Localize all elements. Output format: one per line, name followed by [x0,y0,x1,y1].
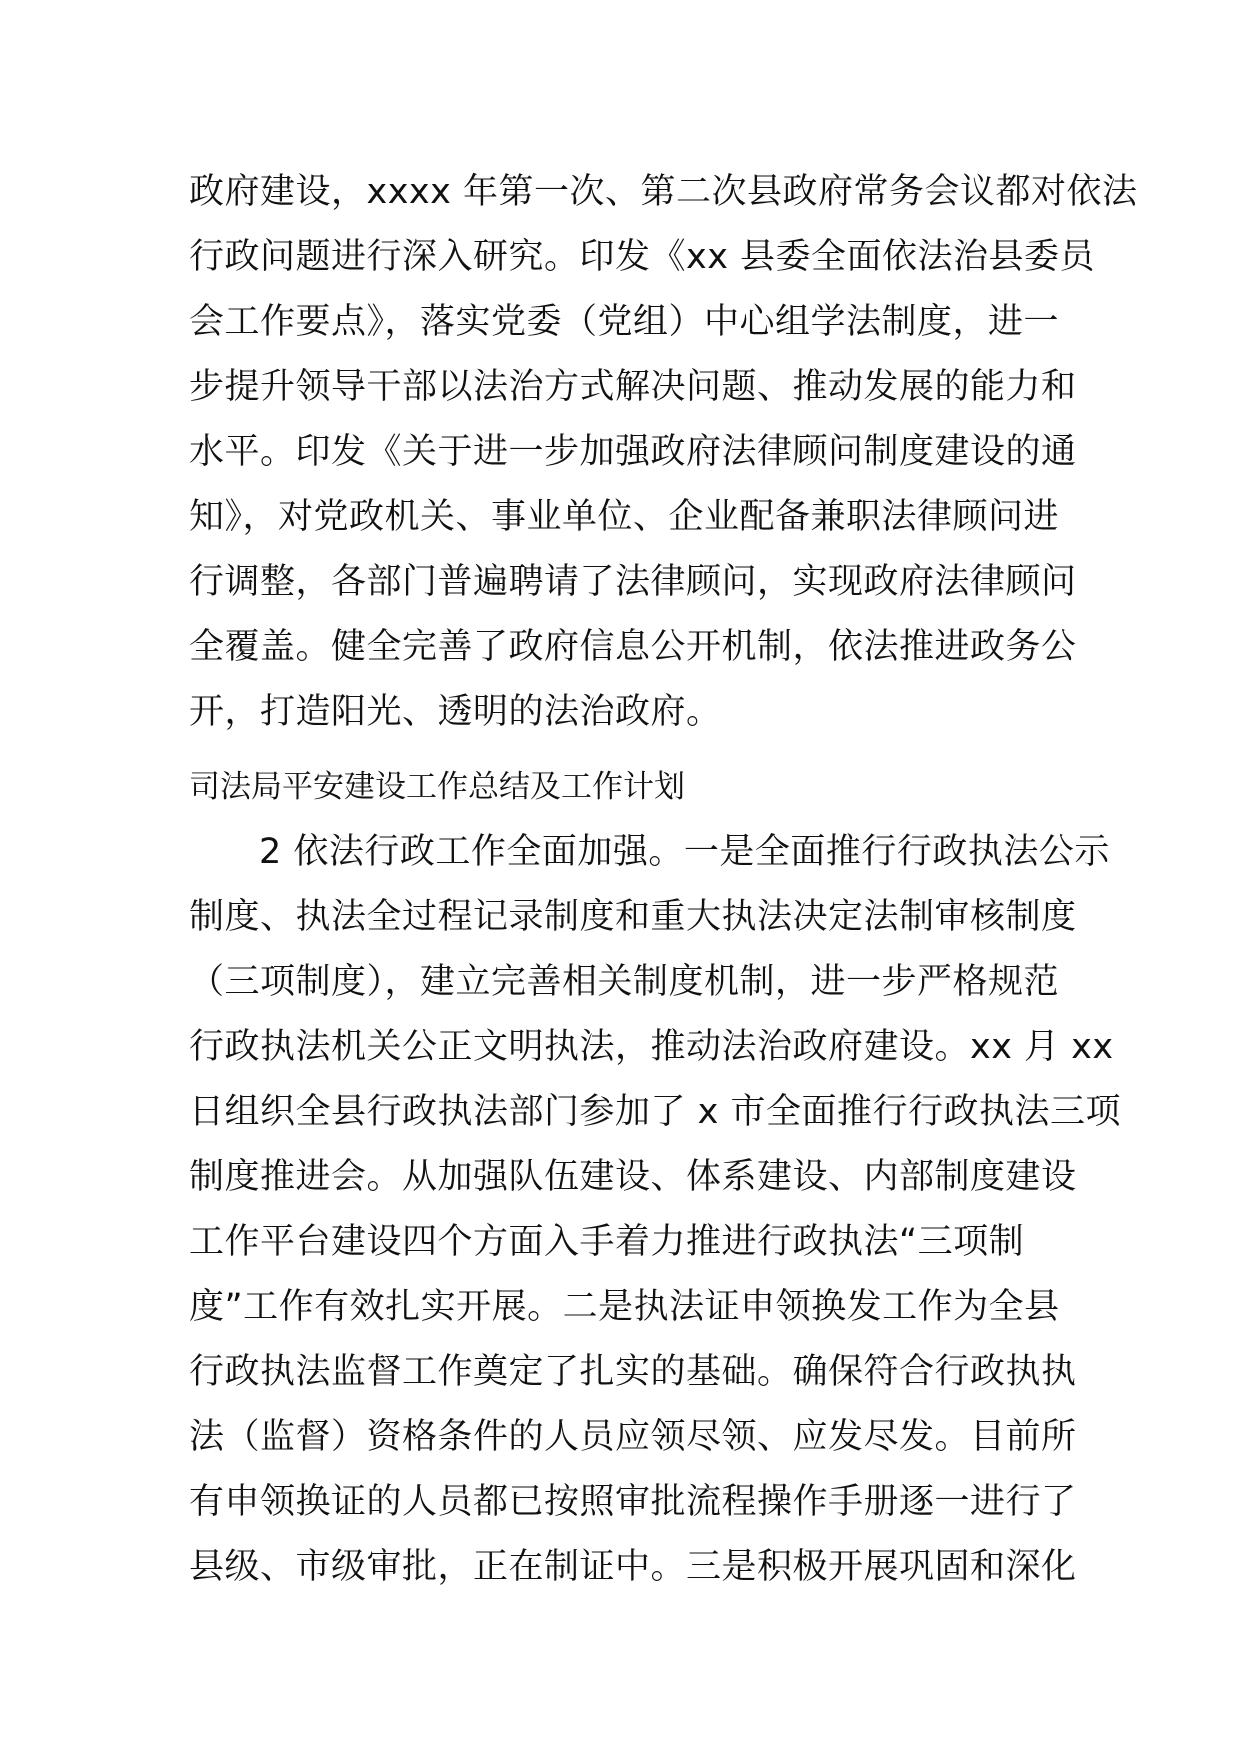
paragraph-line: （三项制度），建立完善相关制度机制，进一步严格规范 [189,962,1060,1002]
paragraph-line: 全覆盖。健全完善了政府信息公开机制，依法推进政务公 [189,627,1077,667]
paragraph-line: 行政执法监督工作奠定了扎实的基础。确保符合行政执执 [189,1352,1077,1392]
paragraph-line: 政府建设，xxxx 年第一次、第二次县政府常务会议都对依法 [189,172,1138,212]
paragraph-line: 行政执法机关公正文明执法，推动法治政府建设。xx 月 xx [189,1027,1114,1067]
paragraph-line: 步提升领导干部以法治方式解决问题、推动发展的能力和 [189,367,1077,407]
paragraph-line: 度”工作有效扎实开展。二是执法证申领换发工作为全县 [189,1287,1060,1327]
paragraph-line: 2 依法行政工作全面加强。一是全面推行行政执法公示 [259,832,1110,872]
paragraph-2 [189,820,1121,1600]
paragraph-line: 工作平台建设四个方面入手着力推进行政执法“三项制 [189,1222,1025,1262]
paragraph-1 [189,160,1138,745]
paragraph-line: 水平。印发《关于进一步加强政府法律顾问制度建设的通 [189,432,1077,472]
paragraph-line: 制度推进会。从加强队伍建设、体系建设、内部制度建设 [189,1157,1077,1197]
paragraph-line: 法（监督）资格条件的人员应领尽领、应发尽发。目前所 [189,1417,1077,1457]
paragraph-line: 日组织全县行政执法部门参加了 x 市全面推行行政执法三项 [189,1092,1121,1132]
paragraph-line: 县级、市级审批，正在制证中。三是积极开展巩固和深化 [189,1547,1077,1587]
paragraph-line: 行调整，各部门普遍聘请了法律顾问，实现政府法律顾问 [189,562,1077,602]
paragraph-line: 开，打造阳光、透明的法治政府。 [189,692,722,732]
paragraph-line: 知》，对党政机关、事业单位、企业配备兼职法律顾问进 [189,497,1060,537]
section-heading: 司法局平安建设工作总结及工作计划 [189,769,685,805]
paragraph-line: 会工作要点》，落实党委（党组）中心组学法制度，进一 [189,302,1060,342]
paragraph-line: 行政问题进行深入研究。印发《xx 县委全面依法治县委员 [189,237,1096,277]
paragraph-line: 有申领换证的人员都已按照审批流程操作手册逐一进行了 [189,1482,1077,1522]
paragraph-line: 制度、执法全过程记录制度和重大执法决定法制审核制度 [189,897,1077,937]
